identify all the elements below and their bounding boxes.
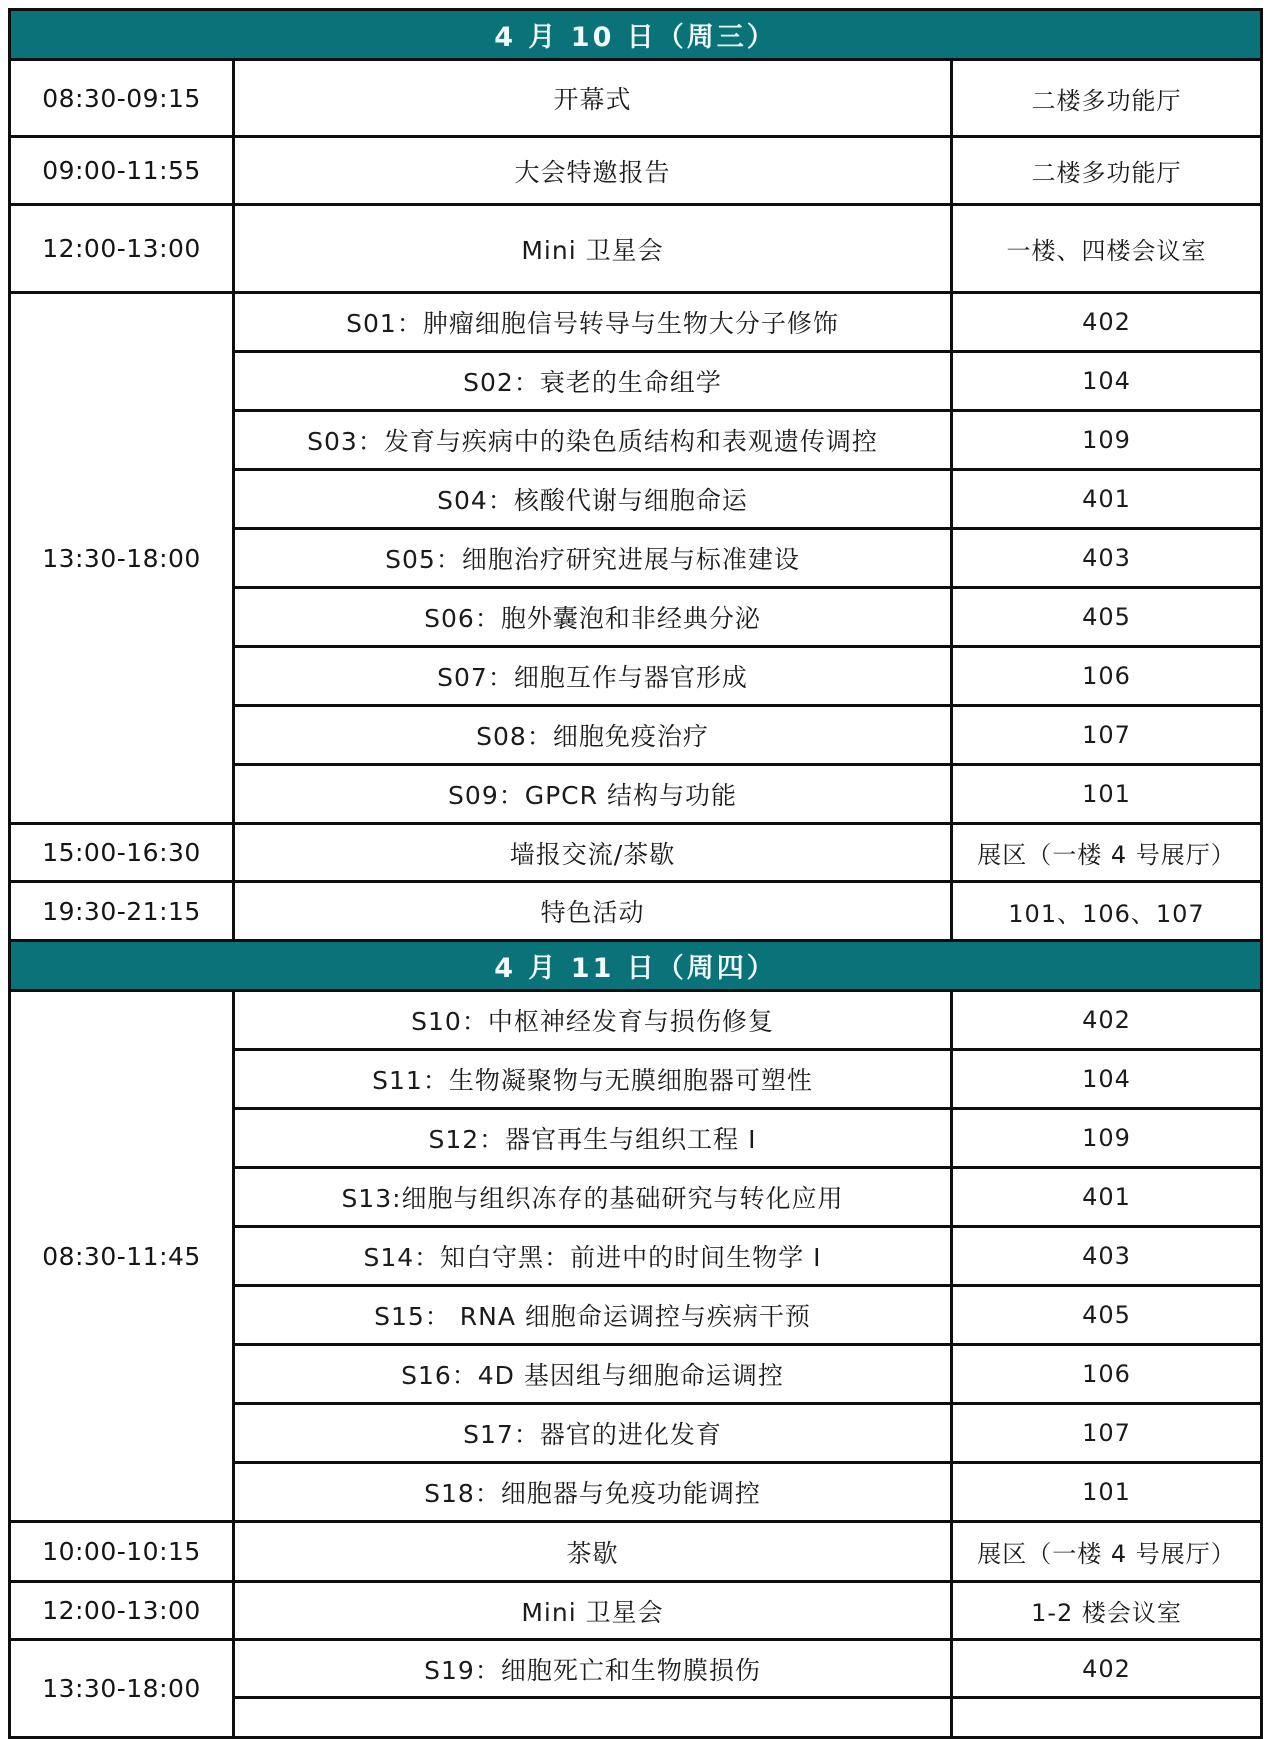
room-cell: 101 bbox=[952, 765, 1262, 824]
event-cell: S08：细胞免疫治疗 bbox=[234, 706, 952, 765]
event-cell: S13:细胞与组织冻存的基础研究与转化应用 bbox=[234, 1168, 952, 1227]
time-cell: 15:00-16:30 bbox=[10, 824, 234, 882]
room-cell: 展区（一楼 4 号展厅） bbox=[952, 824, 1262, 882]
room-cell: 107 bbox=[952, 1404, 1262, 1463]
room-cell: 展区（一楼 4 号展厅） bbox=[952, 1522, 1262, 1582]
session-block-time-cell: 08:30-11:45 bbox=[10, 991, 234, 1522]
time-cell: 12:00-13:00 bbox=[10, 1582, 234, 1640]
event-cell: S10：中枢神经发育与损伤修复 bbox=[234, 991, 952, 1050]
room-cell: 106 bbox=[952, 1345, 1262, 1404]
event-cell: 开幕式 bbox=[234, 60, 952, 137]
room-cell: 403 bbox=[952, 529, 1262, 588]
event-cell: S04：核酸代谢与细胞命运 bbox=[234, 470, 952, 529]
time-cell: 19:30-21:15 bbox=[10, 882, 234, 941]
event-cell: S09：GPCR 结构与功能 bbox=[234, 765, 952, 824]
room-cell: 402 bbox=[952, 991, 1262, 1050]
event-cell-cutoff bbox=[234, 1698, 952, 1738]
event-cell: Mini 卫星会 bbox=[234, 205, 952, 293]
event-cell: S01：肿瘤细胞信号转导与生物大分子修饰 bbox=[234, 293, 952, 352]
event-cell: S14：知白守黑：前进中的时间生物学 I bbox=[234, 1227, 952, 1286]
room-cell: 405 bbox=[952, 1286, 1262, 1345]
day-header-thursday: 4 月 11 日（周四） bbox=[10, 941, 1262, 991]
event-cell: S12：器官再生与组织工程 I bbox=[234, 1109, 952, 1168]
event-cell: 特色活动 bbox=[234, 882, 952, 941]
room-cell: 106 bbox=[952, 647, 1262, 706]
room-cell: 401 bbox=[952, 1168, 1262, 1227]
room-cell: 109 bbox=[952, 411, 1262, 470]
event-cell: S11：生物凝聚物与无膜细胞器可塑性 bbox=[234, 1050, 952, 1109]
event-cell: 茶歇 bbox=[234, 1522, 952, 1582]
schedule-table bbox=[8, 8, 1263, 1739]
event-cell: Mini 卫星会 bbox=[234, 1582, 952, 1640]
room-cell: 104 bbox=[952, 352, 1262, 411]
event-cell: S05：细胞治疗研究进展与标准建设 bbox=[234, 529, 952, 588]
event-cell: 墙报交流/茶歇 bbox=[234, 824, 952, 882]
time-cell: 09:00-11:55 bbox=[10, 137, 234, 205]
event-cell: S18：细胞器与免疫功能调控 bbox=[234, 1463, 952, 1522]
room-cell: 一楼、四楼会议室 bbox=[952, 205, 1262, 293]
room-cell: 101 bbox=[952, 1463, 1262, 1522]
session-block-time-cell: 13:30-18:00 bbox=[10, 1640, 234, 1738]
room-cell-cutoff bbox=[952, 1698, 1262, 1738]
conference-schedule bbox=[8, 8, 1260, 1739]
event-cell: S02：衰老的生命组学 bbox=[234, 352, 952, 411]
time-cell: 12:00-13:00 bbox=[10, 205, 234, 293]
room-cell: 109 bbox=[952, 1109, 1262, 1168]
event-cell: S16：4D 基因组与细胞命运调控 bbox=[234, 1345, 952, 1404]
room-cell: 107 bbox=[952, 706, 1262, 765]
room-cell: 402 bbox=[952, 1640, 1262, 1698]
event-cell: S15： RNA 细胞命运调控与疾病干预 bbox=[234, 1286, 952, 1345]
event-cell: 大会特邀报告 bbox=[234, 137, 952, 205]
room-cell: 401 bbox=[952, 470, 1262, 529]
room-cell: 二楼多功能厅 bbox=[952, 60, 1262, 137]
event-cell: S07：细胞互作与器官形成 bbox=[234, 647, 952, 706]
room-cell: 402 bbox=[952, 293, 1262, 352]
room-cell: 1-2 楼会议室 bbox=[952, 1582, 1262, 1640]
session-block-time-cell: 13:30-18:00 bbox=[10, 293, 234, 824]
event-cell: S06：胞外囊泡和非经典分泌 bbox=[234, 588, 952, 647]
time-cell: 08:30-09:15 bbox=[10, 60, 234, 137]
room-cell: 403 bbox=[952, 1227, 1262, 1286]
room-cell: 101、106、107 bbox=[952, 882, 1262, 941]
event-cell: S19：细胞死亡和生物膜损伤 bbox=[234, 1640, 952, 1698]
event-cell: S03：发育与疾病中的染色质结构和表观遗传调控 bbox=[234, 411, 952, 470]
room-cell: 二楼多功能厅 bbox=[952, 137, 1262, 205]
day-header-wednesday: 4 月 10 日（周三） bbox=[10, 10, 1262, 60]
time-cell: 10:00-10:15 bbox=[10, 1522, 234, 1582]
room-cell: 405 bbox=[952, 588, 1262, 647]
room-cell: 104 bbox=[952, 1050, 1262, 1109]
event-cell: S17：器官的进化发育 bbox=[234, 1404, 952, 1463]
